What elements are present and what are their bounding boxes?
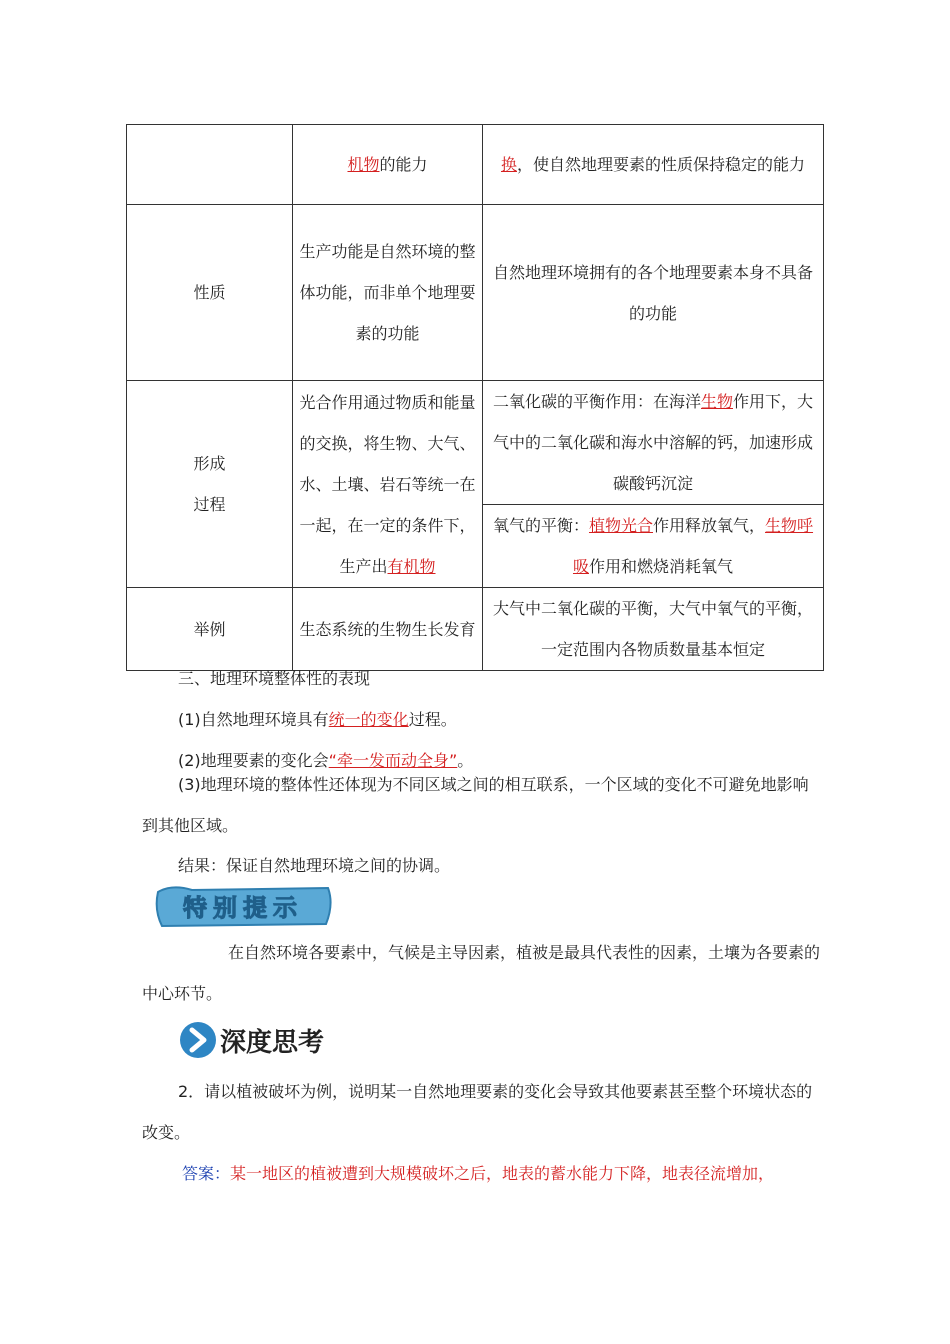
answer-content: 某一地区的植被遭到大规模破坏之后，地表的蓄水能力下降，地表径流增加， [230, 1164, 775, 1183]
answer-blank: 生物 [700, 392, 733, 411]
table-cell [293, 125, 483, 205]
table-cell [293, 381, 483, 588]
question-text: 2．请以植被破坏为例，说明某一自然地理要素的变化会导致其他要素甚至整个环境状态的改变。 [142, 1082, 813, 1142]
label-line: 形成 [193, 454, 226, 473]
cell-text: 二氧化碳的平衡作用：在海洋 [492, 392, 701, 411]
answer-blank: 换 [500, 155, 517, 174]
result-text: 结果：保证自然地理环境之间的协调。 [178, 856, 451, 875]
row-label: 举例 [127, 588, 293, 671]
answer-blank: 植物光合 [588, 516, 653, 535]
table-cell [483, 381, 824, 505]
table-row [127, 205, 824, 381]
item-text: (2)地理要素的变化会 [178, 751, 329, 770]
table-row [127, 125, 824, 205]
answer-text [182, 1153, 822, 1194]
answer-blank: 统一的变化 [328, 710, 409, 729]
table-cell [127, 125, 293, 205]
item-text: 。 [457, 751, 474, 770]
item-text: 过程。 [408, 710, 457, 729]
cell-text: 作用和燃烧消耗氧气 [589, 557, 734, 576]
list-item: (3)地理环境的整体性还体现为不同区域之间的相互联系，一个区域的变化不可避免地影响到其他区域。 [142, 775, 809, 835]
table-cell: 生产功能是自然环境的整体功能，而非单个地理要素的功能 [293, 205, 483, 381]
row-label: 性质 [127, 205, 293, 381]
table-cell: 大气中二氧化碳的平衡，大气中氧气的平衡，一定范围内各物质数量基本恒定 [483, 588, 824, 671]
cell-text: 光合作用通过物质和能量的交换，将生物、大气、水、土壤、岩石等统一在一起，在一定的条件下，生产出 [299, 392, 476, 576]
answer-blank: “牵一发而动全身” [328, 751, 458, 770]
table-row [127, 381, 824, 505]
tip-text: 在自然环境各要素中，气候是主导因素，植被是最具代表性的因素，土壤为各要素的中心环节。 [142, 943, 821, 1003]
cell-text: 作用释放氧气， [653, 516, 766, 535]
table-cell: 自然地理环境拥有的各个地理要素本身不具备的功能 [483, 205, 824, 381]
table-cell [483, 125, 824, 205]
table-cell: 生态系统的生物生长发育 [293, 588, 483, 671]
section-heading: 三、地理环境整体性的表现 [178, 669, 371, 688]
row-label [127, 381, 293, 588]
cell-text: 的能力 [379, 155, 428, 174]
answer-blank: 有机物 [387, 556, 436, 576]
label-line: 过程 [193, 495, 226, 514]
list-item [142, 699, 858, 740]
answer-label: 答案： [182, 1164, 231, 1183]
table-cell [483, 505, 824, 588]
item-text: (1)自然地理环境具有 [178, 710, 329, 729]
badge-label: 特别提示 [183, 894, 303, 922]
cell-text: 作用下，大气中的二氧化碳和海水中溶解的钙，加速形成碳酸钙沉淀 [492, 392, 814, 493]
cell-text: 氧气的平衡： [492, 516, 589, 535]
arrow-circle-icon [180, 1022, 216, 1058]
answer-blank: 机物 [347, 155, 380, 174]
answer-blank: 生物呼吸 [572, 516, 814, 576]
special-tip-badge [152, 884, 334, 928]
comparison-table [126, 124, 824, 671]
cell-text: ，使自然地理要素的性质保持稳定的能力 [517, 155, 806, 174]
badge-label: 深度思考 [220, 1028, 325, 1058]
deep-thinking-badge [178, 1018, 348, 1062]
